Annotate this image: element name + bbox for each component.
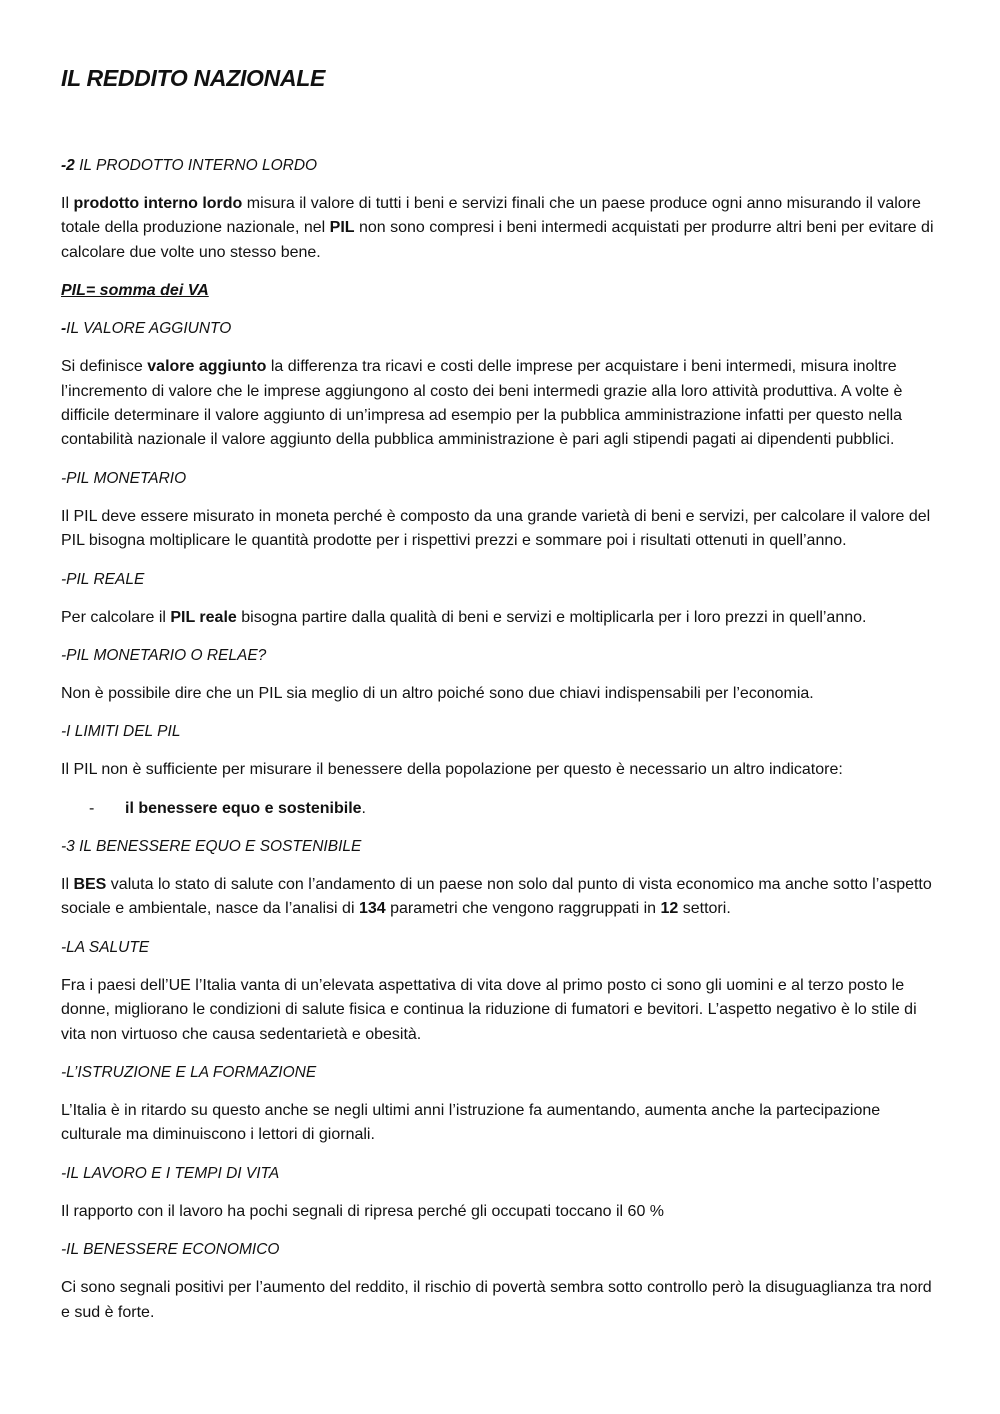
paragraph-lavoro: Il rapporto con il lavoro ha pochi segnali di ripresa perché gli occupati toccano il 60 % <box>61 1202 665 1220</box>
bold-term: valore aggiunto <box>147 358 267 376</box>
section-heading-benessere-economico: -IL BENESSERE ECONOMICO <box>61 1241 280 1259</box>
paragraph-salute: Fra i paesi dell’UE l’Italia vanta di un’elevata aspettativa di vita dove al primo posto ci sono gli uomini e al terzo posto le donne, migliorano le condizioni di salute fisica e continua la riduzione di fumatori e bevitori. L’aspetto negativo è lo stile di vita non virtuoso che causa sedentarietà e obesità. <box>61 976 917 1043</box>
paragraph-valore-aggiunto <box>61 355 940 453</box>
bullet-dash: - <box>89 799 95 817</box>
formula-pil: PIL= somma dei VA <box>61 282 209 300</box>
section-heading-istruzione: -L’ISTRUZIONE E LA FORMAZIONE <box>61 1063 317 1081</box>
bold-term: 134 <box>358 900 386 918</box>
bold-term: PIL <box>329 219 355 237</box>
section-heading-salute: -LA SALUTE <box>61 938 150 956</box>
text-run: . <box>361 799 366 817</box>
heading-text: IL VALORE AGGIUNTO <box>66 320 232 338</box>
section-heading-limiti-pil: -I LIMITI DEL PIL <box>61 723 181 741</box>
bold-term: PIL reale <box>170 608 237 626</box>
section-heading-monetario-o-reale: -PIL MONETARIO O RELAE? <box>61 647 267 665</box>
text-run: Il <box>61 195 74 212</box>
text-run: parametri che vengono raggruppati in <box>385 900 661 918</box>
section-heading-pil-reale: -PIL REALE <box>61 570 145 588</box>
bold-term: BES <box>73 875 107 893</box>
heading-number: -2 <box>61 157 75 174</box>
section-heading-pil-monetario: -PIL MONETARIO <box>61 469 187 487</box>
heading-dash: - <box>61 320 67 338</box>
paragraph-pil-reale <box>61 606 940 630</box>
text-run: Si definisce <box>61 358 148 376</box>
section-heading-valore-aggiunto <box>61 317 940 341</box>
heading-text: IL PRODOTTO INTERNO LORDO <box>74 157 318 174</box>
text-run: non sono compresi i beni intermedi acquistati per produrre altri beni per evitare di calcolare due volte uno stesso bene. <box>61 219 934 261</box>
text-run: la differenza tra ricavi e costi delle imprese per acquistare i beni intermedi, misura inoltre l’incremento di valore che le imprese aggiungono al costo dei beni intermedi grazie alla loro attività produttiva. A volte è difficile determinare il valore aggiunto di un’impresa ad esempio per la pubblica amministrazione infatti per questo nella contabilità nazionale il valore aggiunto della pubblica amministrazione è pari agli stipendi pagati ai dipendenti pubblici. <box>61 358 903 449</box>
bullet-list <box>61 797 940 821</box>
paragraph-monetario-o-reale: Non è possibile dire che un PIL sia meglio di un altro poiché sono due chiavi indispensabili per l’economia. <box>61 685 814 703</box>
paragraph-pil-monetario: Il PIL deve essere misurato in moneta perché è composto da una grande varietà di beni e servizi, per calcolare il valore del PIL bisogna moltiplicare le quantità prodotte per i rispettivi prezzi e sommare poi i risultati ottenuti in quell’anno. <box>61 507 931 550</box>
text-run: bisogna partire dalla qualità di beni e servizi e moltiplicarla per i loro prezzi in quell’anno. <box>236 608 867 626</box>
text-run: Per calcolare il <box>61 608 171 626</box>
paragraph-bes <box>61 873 940 922</box>
text-run: settori. <box>678 900 731 918</box>
section-heading-pil <box>61 154 940 178</box>
section-heading-lavoro: -IL LAVORO E I TEMPI DI VITA <box>61 1164 280 1182</box>
paragraph-benessere-economico: Ci sono segnali positivi per l’aumento del reddito, il rischio di povertà sembra sotto controllo però la disuguaglianza tra nord e sud è forte. <box>61 1279 932 1321</box>
text-run: misura il valore di tutti i beni e servizi finali che un paese produce ogni anno misurando il valore totale della produzione nazionale, nel <box>61 195 921 237</box>
text-run: Il <box>61 875 74 893</box>
bold-term: prodotto interno lordo <box>73 195 243 212</box>
text-run: valuta lo stato di salute con l’andamento di un paese non solo dal punto di vista economico ma anche sotto l’aspetto sociale e ambientale, nasce da l’analisi di <box>61 875 932 918</box>
paragraph-limiti-pil: Il PIL non è sufficiente per misurare il benessere della popolazione per questo è necessario un altro indicatore: <box>61 761 843 779</box>
bold-term: 12 <box>660 900 679 918</box>
paragraph-pil <box>61 192 940 265</box>
section-heading-bes: -3 IL BENESSERE EQUO E SOSTENIBILE <box>61 837 362 855</box>
list-item <box>89 797 940 821</box>
bold-term: il benessere equo e sostenibile <box>125 799 362 817</box>
document-title: IL REDDITO NAZIONALE <box>61 65 326 91</box>
paragraph-istruzione: L’Italia è in ritardo su questo anche se negli ultimi anni l’istruzione fa aumentando, aumenta anche la partecipazione culturale ma diminuiscono i lettori di giornali. <box>61 1101 881 1144</box>
